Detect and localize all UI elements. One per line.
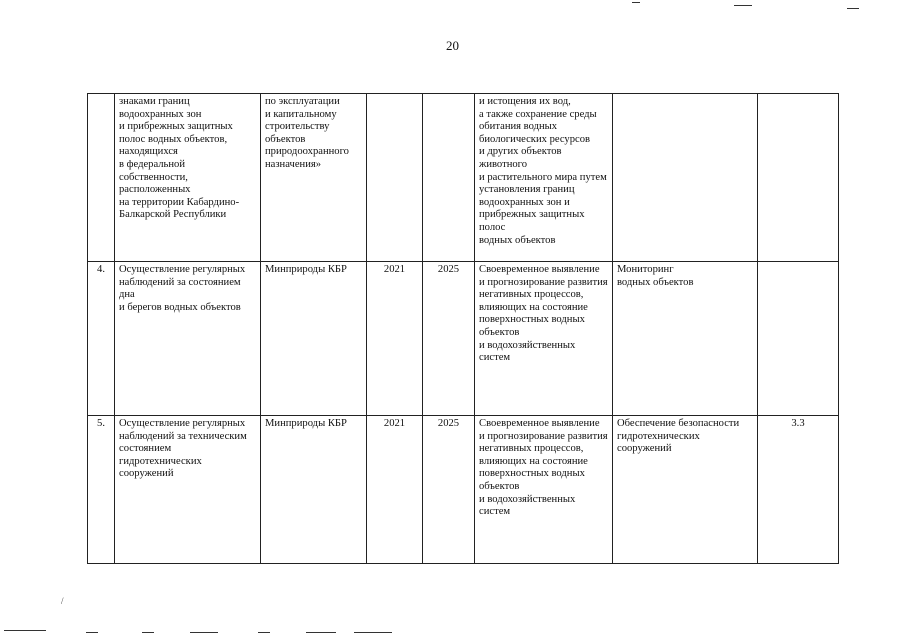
table-row	[88, 94, 839, 262]
indicator-cell	[758, 262, 839, 416]
scan-mark	[306, 632, 336, 633]
link-cell: Обеспечение безопасности гидротехнических сооружений	[613, 416, 758, 564]
row-number	[88, 94, 115, 262]
link-cell	[613, 94, 758, 262]
scan-mark	[354, 632, 392, 633]
page-number: 20	[446, 38, 459, 53]
start-year-cell	[367, 94, 423, 262]
scan-mark	[4, 630, 46, 631]
scan-mark	[86, 632, 98, 633]
scan-mark	[847, 8, 859, 9]
scan-speck: /	[61, 596, 64, 606]
scan-mark	[190, 632, 218, 633]
indicator-cell: 3.3	[758, 416, 839, 564]
scan-mark	[734, 5, 752, 6]
link-cell: Мониторинг водных объектов	[613, 262, 758, 416]
executor-cell: Минприроды КБР	[261, 262, 367, 416]
row-number: 4.	[88, 262, 115, 416]
indicator-cell	[758, 94, 839, 262]
row-number: 5.	[88, 416, 115, 564]
activity-cell: знаками границ водоохранных зон и прибрежных защитных полос водных объектов, находящихся в федеральной собственности, расположенных на территории Кабардино-Балкарской Республики	[115, 94, 261, 262]
end-year-cell	[423, 94, 475, 262]
start-year-cell: 2021	[367, 262, 423, 416]
executor-cell: по эксплуатации и капитальному строительству объектов природоохранного назначения»	[261, 94, 367, 262]
activity-cell: Осуществление регулярных наблюдений за состоянием дна и берегов водных объектов	[115, 262, 261, 416]
end-year-cell: 2025	[423, 262, 475, 416]
activity-cell: Осуществление регулярных наблюдений за техническим состоянием гидротехнических сооружений	[115, 416, 261, 564]
result-cell: Своевременное выявление и прогнозирование развития негативных процессов, влияющих на состояние поверхностных водных объектов и водохозяйственных систем	[475, 262, 613, 416]
scan-mark	[632, 2, 640, 3]
end-year-cell: 2025	[423, 416, 475, 564]
executor-cell: Минприроды КБР	[261, 416, 367, 564]
start-year-cell: 2021	[367, 416, 423, 564]
result-cell: Своевременное выявление и прогнозирование развития негативных процессов, влияющих на состояние поверхностных водных объектов и водохозяйственных систем	[475, 416, 613, 564]
table-row	[88, 416, 839, 564]
measures-table	[87, 93, 839, 564]
table-row	[88, 262, 839, 416]
scan-mark	[142, 632, 154, 633]
scan-mark	[258, 632, 270, 633]
result-cell: и истощения их вод, а также сохранение среды обитания водных биологических ресурсов и других объектов животного и растительного мира путем установления границ водоохранных зон и прибрежных защитных полос водных объектов	[475, 94, 613, 262]
